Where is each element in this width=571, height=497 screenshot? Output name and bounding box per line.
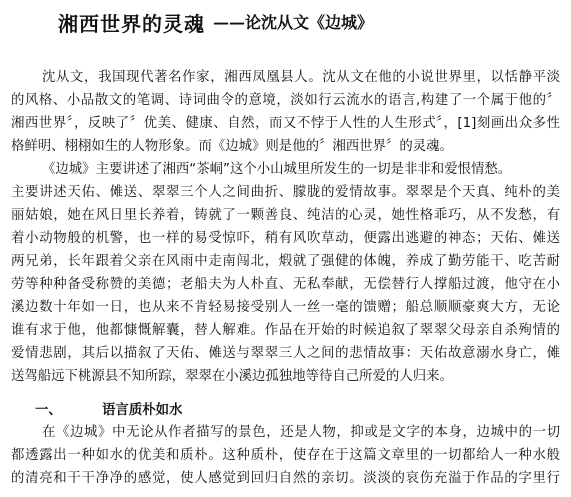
paragraph-2-line: 送驾船远下桃源县不知所踪，翠翠在小溪边孤独地等待自己所爱的人归来。 [11, 369, 453, 384]
paragraph-1-line: 沈从文，我国现代著名作家，湘西凤凰县人。沈从文在他的小说世界里，以恬静平淡 [42, 70, 560, 85]
paragraph-2-line: 爱情悲剧，其后以描叙了天佑、傩送与翠翠三人之间的悲情故事：天佑故意溺水身亡，傩 [11, 346, 560, 361]
paragraph-2-line: 《边城》主要讲述了湘西“茶峒”这个小山城里所发生的一切是非非和爱恨情愁。 [42, 162, 512, 177]
paragraph-2-line: 谁有求于他，他都慷慨解囊，替人解难。作品在开始的时候追叙了翠翠父母亲自杀殉情的 [11, 323, 560, 338]
title-subtitle: ——论沈从文《边城》 [213, 13, 374, 32]
article-title [0, 8, 571, 34]
paragraph-2-line: 主要讲述天佑、傩送、翠翠三个人之间曲折、朦胧的爱情故事。翠翠是个天真、纯朴的美 [11, 185, 560, 200]
section-title: 语言质朴如水 [102, 402, 183, 418]
paragraph-2-line: 丽姑娘，她在风日里长养着，铸就了一颗善良、纯洁的心灵，她性格乖巧，从不发愁，有 [11, 208, 560, 223]
section-heading [35, 400, 182, 420]
title-main: 湘西世界的灵魂 [58, 12, 205, 36]
paragraph-1-line: 的风格、小品散文的笔调、诗词曲令的意境，淡如行云流水的语言,构建了一个属于他的〞 [11, 93, 560, 108]
paragraph-2-line: 两兄弟，长年跟着父亲在风雨中走南闯北，煅就了强健的体魄，养成了勤劳能干、吃苦耐 [11, 254, 560, 269]
paragraph-3-line: 都透露出一种如水的优美和质朴。这种质朴，使存在于这篇文章里的一切都给人一种水般 [11, 448, 560, 463]
paragraph-2-line: 劳等种种备受称赞的美德；老船夫为人朴直、无私奉献，无偿替行人撑船过渡，他守在小 [11, 277, 560, 292]
paragraph-3-line: 的清亮和干干净净的感觉，使人感觉到回归自然的亲切。淡淡的哀伤充溢于作品的字里行 [11, 471, 560, 486]
paragraph-3-line: 在《边城》中无论从作者描写的景色，还是人物，抑或是文字的本身，边城中的一切 [42, 425, 560, 440]
paragraph-1-line: 湘西世界〞，反映了〞优美、健康、自然，而又不悖于人性的人生形式〞，[1]刻画出众多性 [11, 116, 560, 131]
paragraph-1-line: 格鲜明、栩栩如生的人物形象。而《边城》则是他的〞湘西世界〞的灵魂。 [11, 139, 453, 154]
paragraph-2-line: 溪边数十年如一日，也从来不肯轻易接受别人一丝一毫的馈赠；船总顺顺豪爽大方，无论 [11, 300, 560, 315]
section-number: 一、 [35, 403, 62, 418]
paragraph-2-line: 着小动物般的机警，也一样的易受惊吓，稍有风吹草动，便露出逃避的神态；天佑、傩送 [11, 231, 560, 246]
